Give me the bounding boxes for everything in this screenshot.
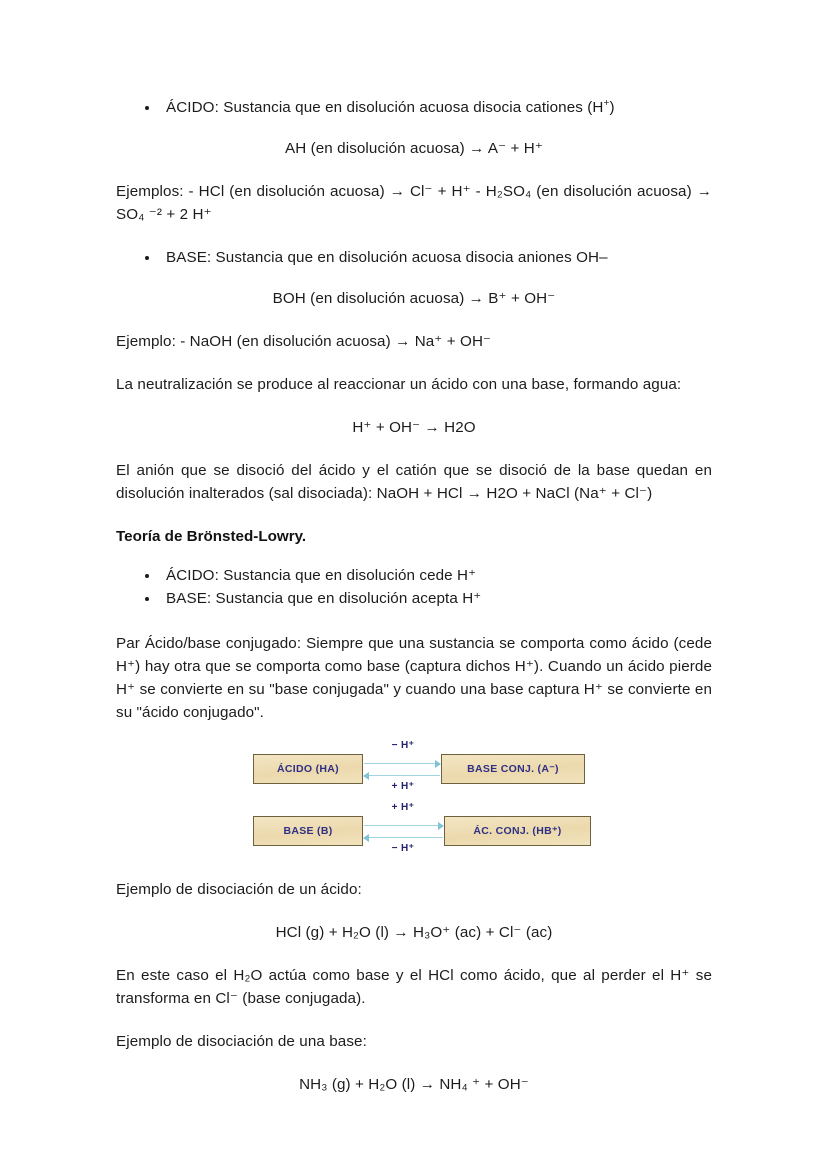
list-item-bronsted-acid: ÁCIDO: Sustancia que en disolución cede H⁺: [116, 564, 712, 587]
diagram-row-acid-base: [234, 740, 594, 794]
bronsted-definition-list: [116, 564, 712, 610]
paragraph-acid-dissociation-intro: Ejemplo de disociación de un ácido:: [116, 881, 362, 898]
document-content: [116, 96, 712, 1116]
acid-definition-text: ÁCIDO: Sustancia que en disolución acuosa disocia cationes (H: [166, 99, 604, 116]
diagram-box-base: BASE (B): [253, 816, 363, 846]
paragraph-salt-dissociation: El anión que se disoció del ácido y el catión que se disoció de la base quedan en disolución inalterados (sal disociada): NaOH + HCl → H2O + NaCl (Na⁺ + Cl⁻): [116, 462, 712, 502]
equation-base-dissociation-general: BOH (en disolución acuosa) → B⁺ + OH⁻: [272, 290, 556, 307]
diagram-box-conjugate-acid: ÁC. CONJ. (HB⁺): [444, 816, 591, 846]
equation-neutralization: H⁺ + OH⁻ → H2O: [352, 419, 476, 436]
list-item-base-definition: BASE: Sustancia que en disolución acuosa disocia aniones OH–: [116, 246, 712, 269]
diagram-label-gain-proton-2: + H⁺: [391, 802, 415, 813]
equation-ammonia-dissociation: NH₃ (g) + H₂O (l) → NH₄ ⁺ + OH⁻: [299, 1076, 529, 1093]
diagram-label-lose-proton-2: − H⁺: [391, 843, 415, 854]
diagram-row-base-acid: [234, 802, 594, 856]
diagram-arrow-forward-2-icon: [364, 825, 443, 826]
acid-charge-superscript: +: [603, 97, 610, 109]
paragraph-base-example: Ejemplo: - NaOH (en disolución acuosa) → Na⁺ + OH⁻: [116, 333, 492, 350]
paragraph-base-dissociation-intro: Ejemplo de disociación de una base:: [116, 1033, 367, 1050]
acid-definition-list: [116, 96, 712, 119]
equation-hcl-dissociation: HCl (g) + H₂O (l) → H₃O⁺ (ac) + Cl⁻ (ac): [275, 924, 553, 941]
conjugate-pair-diagram: [234, 740, 594, 856]
heading-bronsted-lowry: Teoría de Brönsted-Lowry.: [116, 528, 307, 545]
equation-acid-dissociation-general: AH (en disolución acuosa) → A⁻ + H⁺: [284, 140, 543, 157]
diagram-box-conjugate-base: BASE CONJ. (A⁻): [441, 754, 585, 784]
list-item-acid-definition: [116, 96, 712, 119]
paragraph-neutralization-intro: La neutralización se produce al reaccionar un ácido con una base, formando agua:: [116, 376, 682, 393]
diagram-arrow-forward-icon: [364, 763, 440, 764]
base-definition-list: [116, 246, 712, 269]
diagram-box-acid: ÁCIDO (HA): [253, 754, 363, 784]
acid-definition-close: ): [609, 99, 615, 116]
diagram-arrow-backward-2-icon: [364, 837, 443, 838]
diagram-arrow-backward-icon: [364, 775, 440, 776]
list-item-bronsted-base: BASE: Sustancia que en disolución acepta H⁺: [116, 587, 712, 610]
paragraph-acid-dissociation-explanation: En este caso el H₂O actúa como base y el HCl como ácido, que al perder el H⁺ se transforma en Cl⁻ (base conjugada).: [116, 967, 712, 1007]
paragraph-acid-examples: Ejemplos: - HCl (en disolución acuosa) → Cl⁻ + H⁺ - H₂SO₄ (en disolución acuosa) → SO₄ ⁻² + 2 H⁺: [116, 183, 712, 223]
diagram-label-gain-proton: + H⁺: [391, 781, 415, 792]
diagram-label-lose-proton: − H⁺: [391, 740, 415, 751]
paragraph-conjugate-pair: Par Ácido/base conjugado: Siempre que una sustancia se comporta como ácido (cede H⁺) hay otra que se comporta como base (captura dichos H⁺). Cuando un ácido pierde H⁺ se convierte en su "base conjugada" y cuando una base captura H⁺ se convierte en su "ácido conjugado".: [116, 635, 712, 721]
